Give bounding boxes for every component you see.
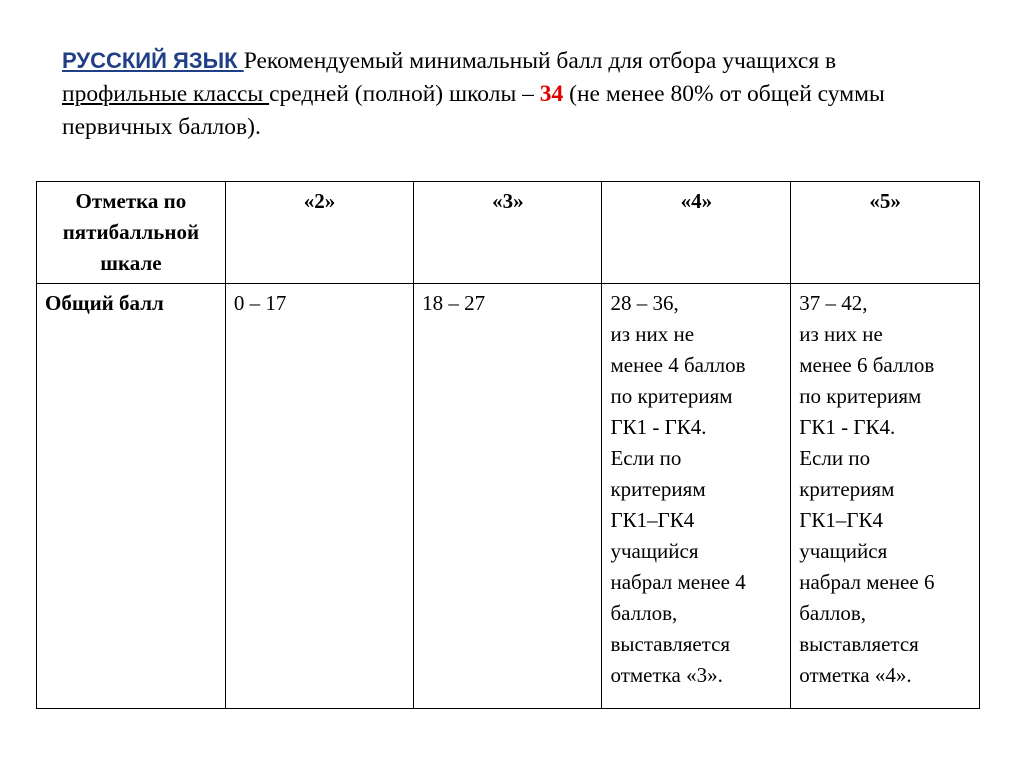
grade-2-header: «2» <box>225 182 413 284</box>
grade-3-header: «3» <box>414 182 602 284</box>
grade-3-range <box>414 284 602 709</box>
cell-line: ГК1 - ГК4. <box>799 415 896 439</box>
cell-line: учащийся <box>799 539 888 563</box>
cell-line: баллов, <box>610 601 678 625</box>
minimum-score: 34 <box>539 81 564 107</box>
cell-line: менее 4 баллов <box>610 353 746 377</box>
intro-text-3: (не менее 80% от общей суммы первичных баллов). <box>62 81 885 140</box>
cell-line: 18 – 27 <box>422 291 486 315</box>
grade-4-range <box>602 284 791 709</box>
cell-line: отметка «3». <box>610 663 723 687</box>
grading-table <box>36 181 980 709</box>
cell-line: критериям <box>610 477 706 501</box>
cell-line: набрал менее 6 <box>799 570 935 594</box>
cell-line: учащийся <box>610 539 699 563</box>
cell-line: набрал менее 4 <box>610 570 746 594</box>
scale-label-line: шкале <box>100 251 162 275</box>
cell-line: Если по <box>799 446 871 470</box>
cell-line: ГК1 - ГК4. <box>610 415 707 439</box>
cell-line: баллов, <box>799 601 867 625</box>
cell-line: по критериям <box>610 384 733 408</box>
cell-line: из них не <box>799 322 883 346</box>
total-score-label: Общий балл <box>37 284 226 709</box>
scale-label-line: Отметка по <box>75 189 187 213</box>
grade-4-header: «4» <box>602 182 791 284</box>
scale-label-cell <box>37 182 226 284</box>
cell-line: из них не <box>610 322 695 346</box>
cell-line: критериям <box>799 477 895 501</box>
subject-title: РУССКИЙ ЯЗЫК <box>62 48 244 73</box>
cell-line: 0 – 17 <box>233 291 287 315</box>
cell-line: ГК1–ГК4 <box>799 508 884 532</box>
table-header-row <box>37 182 980 284</box>
intro-text-1: Рекомендуемый минимальный балл для отбора учащихся в <box>243 48 837 74</box>
cell-line: 37 – 42, <box>799 291 868 315</box>
cell-line: менее 6 баллов <box>799 353 935 377</box>
scale-label-line: пятибалльной <box>62 220 200 244</box>
cell-line: выставляется <box>799 632 919 656</box>
cell-line: выставляется <box>610 632 731 656</box>
cell-line: отметка «4». <box>799 663 912 687</box>
cell-line: 28 – 36, <box>610 291 679 315</box>
cell-line: Если по <box>610 446 682 470</box>
grade-5-header: «5» <box>791 182 980 284</box>
cell-line: ГК1–ГК4 <box>610 508 695 532</box>
intro-text-2: средней (полной) школы – <box>269 81 540 107</box>
cell-line: по критериям <box>799 384 922 408</box>
grade-2-range <box>225 284 413 709</box>
table-row <box>37 284 980 709</box>
grade-5-range <box>791 284 980 709</box>
profile-classes-text: профильные классы <box>62 81 270 107</box>
intro-paragraph <box>62 44 962 144</box>
